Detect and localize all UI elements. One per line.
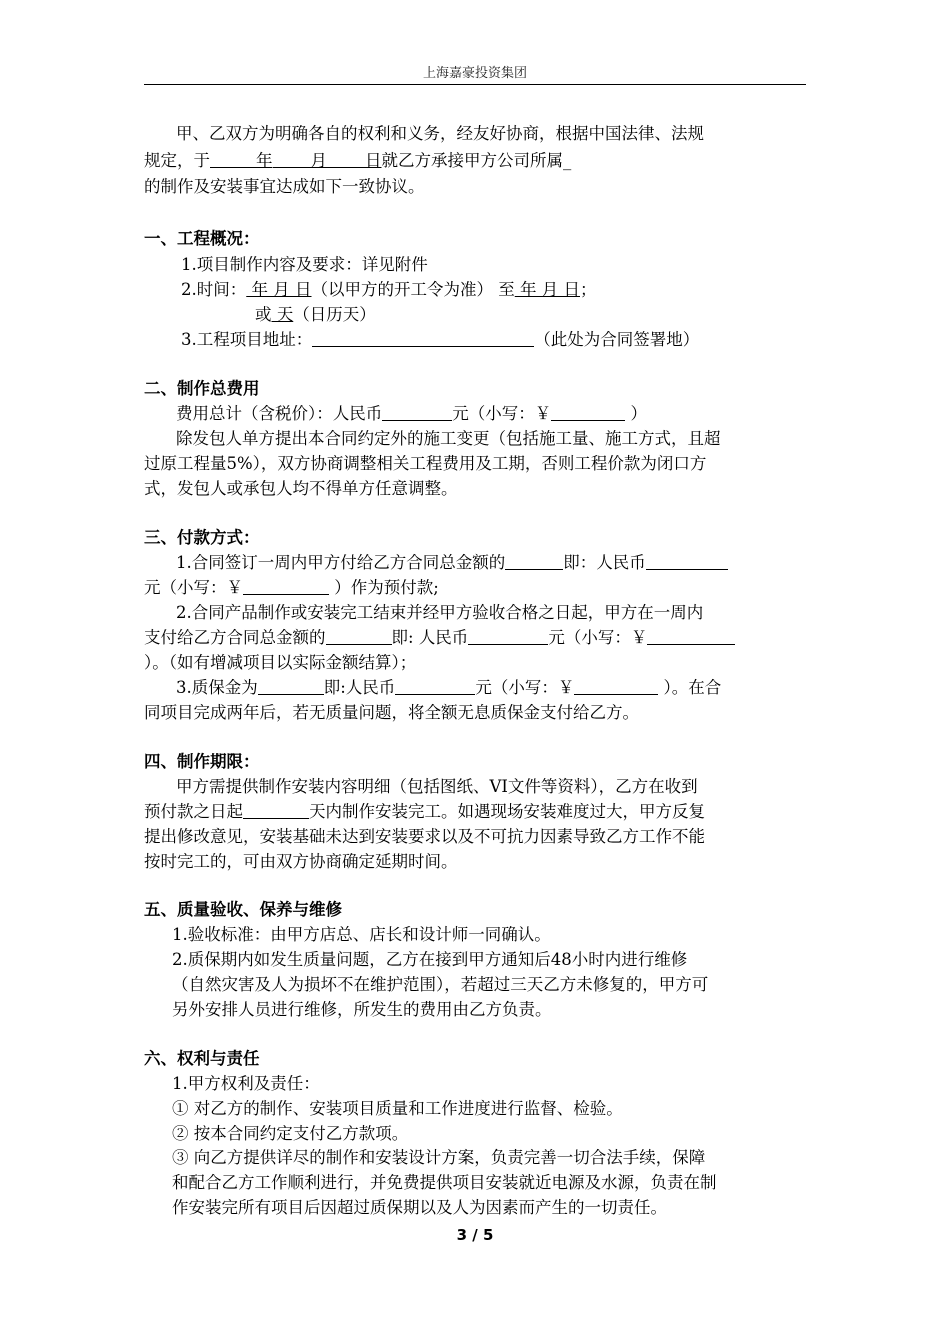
s4-para-line-3: 提出修改意见，安装基础未达到安装要求以及不可抗力因素导致乙方工作不能 (144, 827, 705, 846)
s6-item-3-line-3: 作安装完所有项目后因超过质保期以及人为因素而产生的一切责任。 (172, 1198, 667, 1217)
s1-item-2: 2.时间： 年 月 日（以甲方的开工令为准） 至 年 月 日； (181, 280, 597, 299)
s6-item-1: ① 对乙方的制作、安装项目质量和工作进度进行监督、检验。 (172, 1099, 623, 1118)
s1-item-3: 3.工程项目地址： （此处为合同签署地） (181, 330, 700, 349)
s4-para-line-4: 按时完工的，可由双方协商确定延期时间。 (144, 852, 458, 871)
s3-item-2-line-3: ）。（如有增减项目以实际金额结算）； (144, 653, 417, 672)
intro-line-1: 甲、乙双方为明确各自的权利和义务，经友好协商，根据中国法律、法规 (176, 124, 704, 143)
section-2-heading: 二、制作总费用 (144, 379, 260, 398)
page-number: 3 / 5 (456, 1226, 494, 1244)
s3-item-1-line-1: 1.合同签订一周内甲方付给乙方合同总金额的 即：人民币 (176, 552, 728, 574)
page-header: 上海嘉豪投资集团 (422, 66, 527, 81)
s6-subheading-1: 1.甲方权利及责任： (172, 1074, 320, 1093)
section-5-heading: 五、质量验收、保养与维修 (144, 900, 342, 919)
s2-para-line-3: 式，发包人或承包人均不得单方任意调整。 (144, 479, 458, 498)
s1-item-1: 1.项目制作内容及要求：详见附件 (181, 255, 428, 274)
s2-para-line-1: 除发包人单方提出本合同约定外的施工变更（包括施工量、施工方式，且超 (176, 429, 721, 448)
s4-para-line-1: 甲方需提供制作安装内容明细（包括图纸、VI文件等资料），乙方在收到 (176, 777, 698, 796)
section-6-heading: 六、权利与责任 (144, 1049, 260, 1068)
s4-para-line-2: 预付款之日起 天内制作安装完工。如遇现场安装难度过大，甲方反复 (144, 802, 705, 821)
s2-total-cost: 费用总计（含税价）：人民币 元（小写：￥ ） (176, 404, 647, 423)
s5-item-2-line-3: 另外安排人员进行维修，所发生的费用由乙方负责。 (172, 1000, 552, 1019)
section-1-heading: 一、工程概况： (144, 229, 260, 248)
s6-item-2: ② 按本合同约定支付乙方款项。 (172, 1124, 409, 1143)
s3-item-2-line-1: 2.合同产品制作或安装完工结束并经甲方验收合格之日起，甲方在一周内 (176, 603, 704, 622)
header-divider (144, 84, 806, 85)
intro-line-3: 的制作及安装事宜达成如下一致协议。 (144, 177, 425, 196)
s5-item-2-line-2: （自然灾害及人为损坏不在维护范围），若超过三天乙方未修复的，甲方可 (172, 975, 709, 994)
s2-para-line-2: 过原工程量5%），双方协商调整相关工程费用及工期，否则工程价款为闭口方 (144, 454, 707, 473)
s6-item-3-line-1: ③ 向乙方提供详尽的制作和安装设计方案，负责完善一切合法手续，保障 (172, 1148, 706, 1167)
s5-item-2-line-1: 2.质保期内如发生质量问题，乙方在接到甲方通知后48小时内进行维修 (172, 950, 688, 969)
s3-item-1-line-2: 元（小写：￥ ）作为预付款; (144, 578, 439, 597)
s3-item-2-line-2: 支付给乙方合同总金额的 即: 人民币 元（小写：￥ (144, 627, 735, 649)
s6-item-3-line-2: 和配合乙方工作顺利进行，并免费提供项目安装就近电源及水源，负责在制 (172, 1173, 717, 1192)
s3-item-3-line-2: 同项目完成两年后，若无质量问题，将全额无息质保金支付给乙方。 (144, 703, 639, 722)
intro-line-2: 规定，于 年 月 日就乙方承接甲方公司所属_ (144, 151, 572, 170)
section-4-heading: 四、制作期限： (144, 752, 260, 771)
section-3-heading: 三、付款方式： (144, 528, 260, 547)
s3-item-3-line-1: 3.质保金为 即:人民币 元（小写：￥ ）。在合 (176, 678, 722, 697)
s5-item-1: 1.验收标准：由甲方店总、店长和设计师一同确认。 (172, 925, 551, 944)
s1-item-2-alt: 或 天（日历天） (255, 305, 376, 324)
